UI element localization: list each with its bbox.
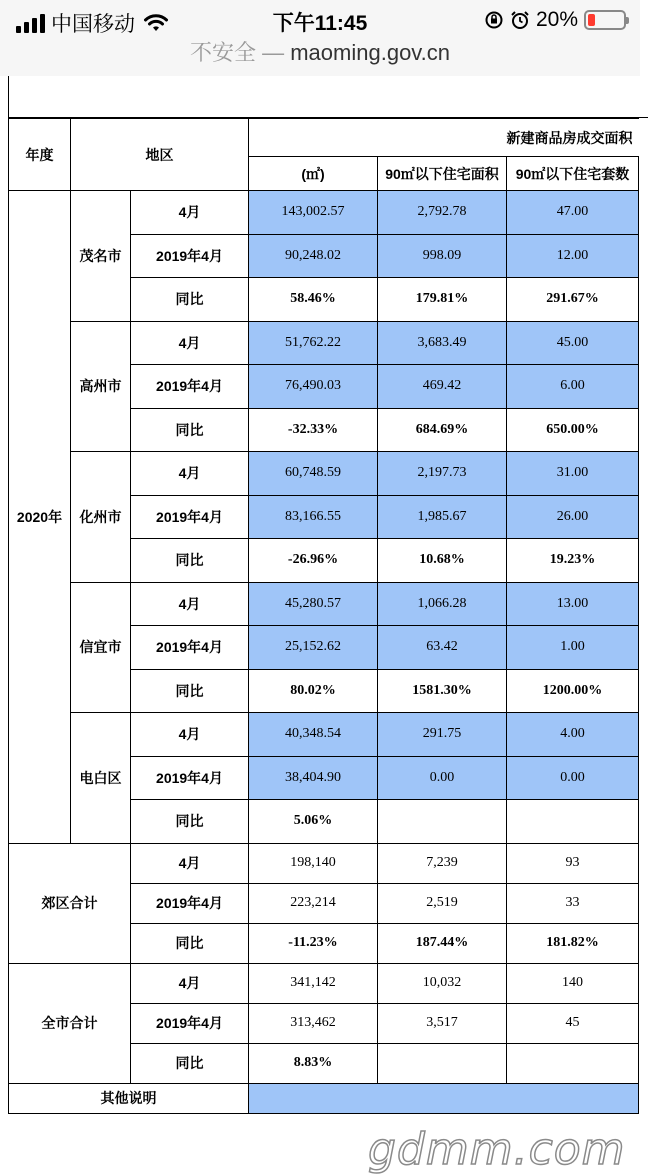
data-cell: 10.68% [378, 539, 507, 583]
status-time: 下午11:45 [272, 12, 368, 35]
data-cell: -32.33% [249, 408, 378, 452]
period-label: 同比 [131, 669, 249, 713]
data-cell: 31.00 [507, 452, 639, 496]
period-label: 4月 [131, 713, 249, 757]
table-row [9, 843, 639, 883]
data-cell: 47.00 [507, 191, 639, 235]
period-label: 4月 [131, 452, 249, 496]
period-label: 同比 [131, 923, 249, 963]
table-row [9, 452, 639, 496]
data-cell: 33 [507, 883, 639, 923]
url-domain: maoming.gov.cn [290, 40, 451, 65]
data-cell: 5.06% [249, 800, 378, 844]
period-label: 2019年4月 [131, 626, 249, 670]
data-cell: 1581.30% [378, 669, 507, 713]
data-cell: -26.96% [249, 539, 378, 583]
data-cell: 45.00 [507, 321, 639, 365]
period-label: 同比 [131, 1043, 249, 1083]
table-row [9, 713, 639, 757]
header-group: 新建商品房成交面积 [249, 119, 639, 157]
period-label: 同比 [131, 800, 249, 844]
data-cell: 25,152.62 [249, 626, 378, 670]
data-cell: 2,519 [378, 883, 507, 923]
period-label: 4月 [131, 963, 249, 1003]
data-cell: 187.44% [378, 923, 507, 963]
spreadsheet-view [0, 76, 640, 1175]
data-cell: 93 [507, 843, 639, 883]
alarm-icon [510, 10, 530, 30]
data-cell: 181.82% [507, 923, 639, 963]
table-row [9, 963, 639, 1003]
data-cell: 83,166.55 [249, 495, 378, 539]
period-label: 4月 [131, 191, 249, 235]
battery-percent: 20% [535, 8, 578, 31]
data-cell: 2,792.78 [378, 191, 507, 235]
data-cell: 0.00 [507, 756, 639, 800]
data-cell: 291.67% [507, 278, 639, 322]
period-label: 4月 [131, 582, 249, 626]
data-cell: 3,683.49 [378, 321, 507, 365]
data-cell: 51,762.22 [249, 321, 378, 365]
status-right [484, 8, 626, 32]
suburb-total-label: 郊区合计 [9, 843, 131, 963]
site-watermark: gdmm.com [368, 1124, 626, 1175]
region-name: 化州市 [71, 452, 131, 583]
period-label: 4月 [131, 321, 249, 365]
data-cell: 684.69% [378, 408, 507, 452]
data-cell: 6.00 [507, 365, 639, 409]
table-row [9, 582, 639, 626]
data-cell: 13.00 [507, 582, 639, 626]
housing-sales-table [8, 118, 639, 1114]
data-cell: 140 [507, 963, 639, 1003]
data-cell: 223,214 [249, 883, 378, 923]
data-cell: 1.00 [507, 626, 639, 670]
header-col-small-units: 90㎡以下住宅套数 [507, 157, 639, 191]
data-cell: 1,985.67 [378, 495, 507, 539]
period-label: 4月 [131, 843, 249, 883]
data-cell [378, 1043, 507, 1083]
region-name: 高州市 [71, 321, 131, 452]
data-cell: 7,239 [378, 843, 507, 883]
data-cell: -11.23% [249, 923, 378, 963]
data-cell: 80.02% [249, 669, 378, 713]
data-cell: 45 [507, 1003, 639, 1043]
period-label: 2019年4月 [131, 883, 249, 923]
data-cell: 76,490.03 [249, 365, 378, 409]
battery-level [588, 14, 595, 26]
header-col-area: (㎡) [249, 157, 378, 191]
data-cell: 341,142 [249, 963, 378, 1003]
region-name: 电白区 [71, 713, 131, 844]
table-row [9, 191, 639, 235]
data-cell: 650.00% [507, 408, 639, 452]
data-cell: 63.42 [378, 626, 507, 670]
data-cell: 143,002.57 [249, 191, 378, 235]
sheet-top-row [8, 76, 648, 118]
data-cell: 4.00 [507, 713, 639, 757]
orientation-lock-icon [484, 10, 504, 30]
data-cell: 198,140 [249, 843, 378, 883]
data-cell [507, 1043, 639, 1083]
header-col-small-area: 90㎡以下住宅面积 [378, 157, 507, 191]
carrier-name: 中国移动 [51, 13, 135, 36]
data-cell: 60,748.59 [249, 452, 378, 496]
security-label: 不安全 [189, 40, 256, 65]
region-name: 茂名市 [71, 191, 131, 322]
data-cell [507, 800, 639, 844]
battery-icon [584, 10, 626, 30]
header-year: 年度 [9, 119, 71, 191]
notes-label: 其他说明 [9, 1083, 249, 1113]
period-label: 同比 [131, 278, 249, 322]
period-label: 同比 [131, 408, 249, 452]
header-region: 地区 [71, 119, 249, 191]
data-cell [378, 800, 507, 844]
data-cell: 90,248.02 [249, 234, 378, 278]
city-total-label: 全市合计 [9, 963, 131, 1083]
data-cell: 3,517 [378, 1003, 507, 1043]
data-cell: 469.42 [378, 365, 507, 409]
period-label: 2019年4月 [131, 1003, 249, 1043]
address-bar[interactable] [0, 40, 640, 76]
notes-value [249, 1083, 639, 1113]
url-separator: — [262, 40, 285, 65]
data-cell: 19.23% [507, 539, 639, 583]
period-label: 2019年4月 [131, 234, 249, 278]
data-cell: 313,462 [249, 1003, 378, 1043]
region-name: 信宜市 [71, 582, 131, 713]
period-label: 2019年4月 [131, 756, 249, 800]
data-cell: 1200.00% [507, 669, 639, 713]
table-row [9, 321, 639, 365]
data-cell: 26.00 [507, 495, 639, 539]
data-cell: 1,066.28 [378, 582, 507, 626]
year-cell: 2020年 [9, 191, 71, 844]
data-cell: 2,197.73 [378, 452, 507, 496]
data-cell: 40,348.54 [249, 713, 378, 757]
data-cell: 45,280.57 [249, 582, 378, 626]
period-label: 2019年4月 [131, 495, 249, 539]
data-cell: 38,404.90 [249, 756, 378, 800]
status-bar [0, 0, 640, 40]
data-cell: 0.00 [378, 756, 507, 800]
data-cell: 10,032 [378, 963, 507, 1003]
data-cell: 58.46% [249, 278, 378, 322]
data-cell: 12.00 [507, 234, 639, 278]
data-cell: 291.75 [378, 713, 507, 757]
data-cell: 179.81% [378, 278, 507, 322]
data-cell: 998.09 [378, 234, 507, 278]
data-cell: 8.83% [249, 1043, 378, 1083]
notes-row [9, 1083, 639, 1113]
period-label: 2019年4月 [131, 365, 249, 409]
period-label: 同比 [131, 539, 249, 583]
